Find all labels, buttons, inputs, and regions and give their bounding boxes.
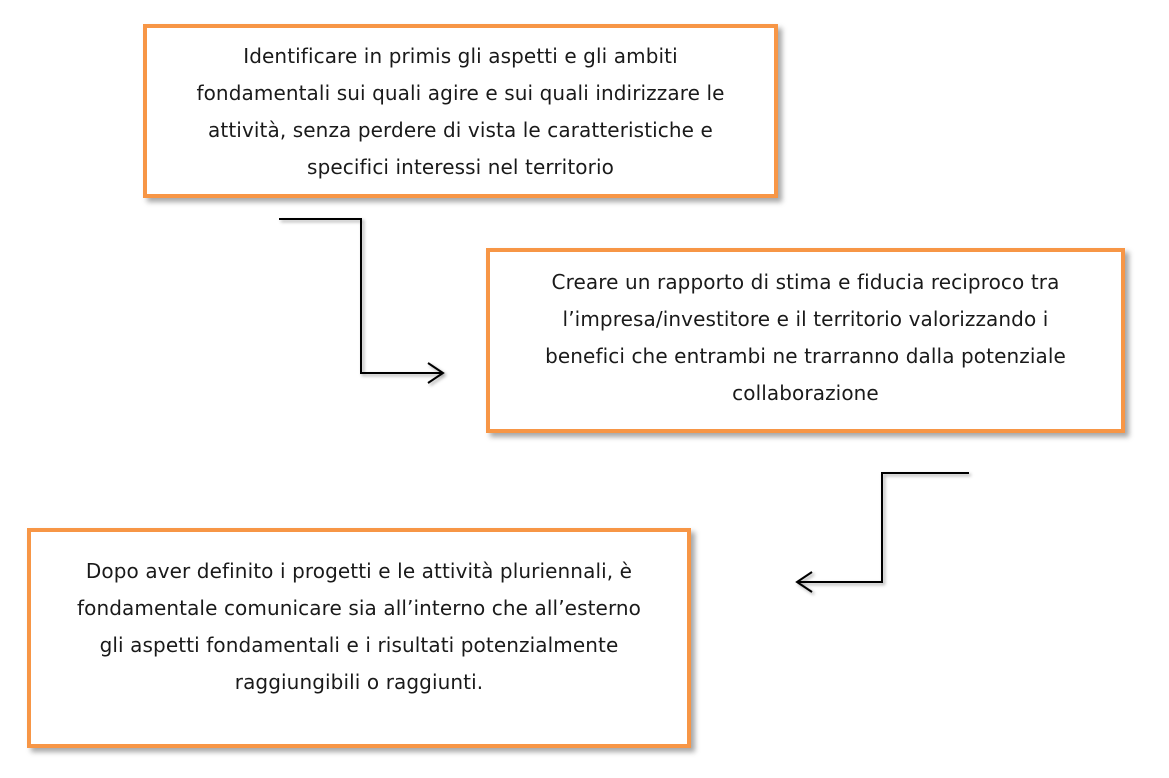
step-text-1: Identificare in primis gli aspetti e gli ambiti fondamentali sui quali agire e sui quali indirizzare le attività, senza perdere di vista le caratteristiche e specifici interessi nel territorio bbox=[196, 44, 725, 179]
step-box-3 bbox=[27, 528, 691, 748]
step-text-3: Dopo aver definito i progetti e le attività pluriennali, è fondamentale comunicare sia all’interno che all’esterno gli aspetti fondamentali e i risultati potenzialmente raggiungibili o raggiunti. bbox=[76, 559, 642, 694]
step-box-1 bbox=[143, 24, 778, 198]
elbow-arrow-1 bbox=[279, 219, 443, 383]
step-text-2: Creare un rapporto di stima e fiducia reciproco tra l’impresa/investitore e il territorio valorizzando i benefici che entrambi ne trarranno dalla potenziale collaborazione bbox=[545, 270, 1066, 405]
elbow-arrow-2 bbox=[797, 473, 969, 592]
step-box-2 bbox=[486, 248, 1125, 433]
